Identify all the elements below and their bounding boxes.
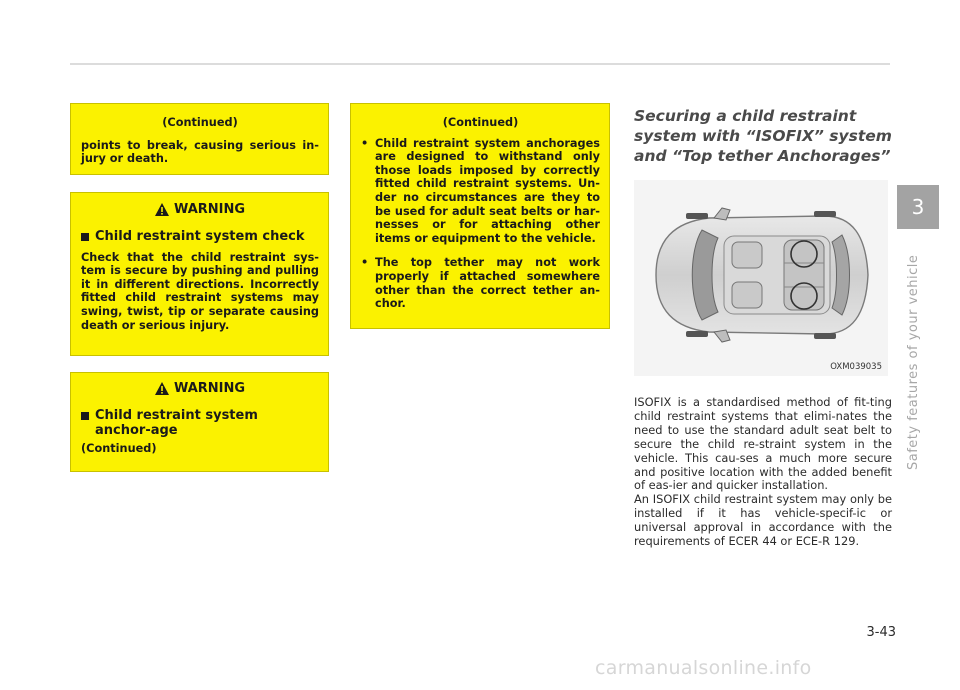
warning-text: points to break, causing serious in-jury or death.	[81, 138, 319, 166]
warning-box-restraint-check	[70, 192, 329, 356]
warning-box-anchorage	[70, 372, 329, 472]
continued-label: (Continued)	[442, 116, 519, 129]
subheading-text: Child restraint system check	[95, 228, 305, 244]
bullet-text: The top tether may not work properly if attached somewhere other than the correct tether an-chor.	[375, 256, 600, 311]
warning-subheading	[81, 408, 319, 438]
header-rule	[70, 63, 890, 65]
chapter-tab: 3	[897, 185, 939, 229]
paragraph: An ISOFIX child restraint system may only be installed if it has vehicle-specif-ic or universal approval in accordance with the requirements of ECER 44 or ECE-R 129.	[634, 492, 892, 549]
continued-label: (Continued)	[81, 441, 157, 455]
bullet-item	[361, 137, 600, 246]
chapter-title: Safety features of your vehicle	[906, 254, 921, 470]
subheading-text: Child restraint system anchor-age	[95, 407, 258, 438]
car-diagram-figure	[634, 180, 888, 376]
warning-triangle-icon	[155, 203, 169, 216]
warning-subheading	[81, 229, 319, 244]
section-title: Securing a child restraint system with “ISOFIX” system and “Top tether Anchorages”	[634, 107, 892, 165]
bullet-dot-icon: •	[361, 256, 369, 270]
warning-triangle-icon	[155, 382, 169, 395]
warning-label: WARNING	[173, 202, 246, 217]
warning-continued-box	[70, 103, 329, 175]
warning-label: WARNING	[173, 381, 246, 396]
page-number: 3-43	[866, 625, 896, 640]
warning-text: Check that the child restraint sys-tem is secure by pushing and pulling it in different directions. Incorrectly fitted child restraint systems may swing, twist, tip or separate causing death or serious injury.	[81, 250, 319, 332]
warning-heading	[81, 203, 319, 217]
watermark: carmanualsonline.info	[595, 657, 812, 679]
warning-heading	[81, 382, 319, 396]
bullet-dot-icon: •	[361, 136, 369, 150]
car-top-view-illustration	[634, 180, 888, 376]
square-bullet-icon	[81, 233, 89, 241]
paragraph: ISOFIX is a standardised method of fit-ting child restraint systems that elimi-nates the need to use the standard adult seat belt to secure the child re-straint system in the vehicle. This cau-ses a much more secure and positive location with the added benefit of eas-ier and quicker installation.	[634, 395, 892, 493]
warning-continued-box-bullets	[350, 103, 610, 329]
square-bullet-icon	[81, 412, 89, 420]
bullet-item	[361, 256, 600, 310]
continued-label: (Continued)	[162, 116, 238, 129]
bullet-text: Child restraint system anchorages are designed to withstand only those loads imposed by correctly fitted child restraint systems. Un-der no circumstances are they to be used for adult seat belts or har-nesses or for attaching other items or equipment to the vehicle.	[375, 136, 600, 245]
body-text	[634, 396, 892, 549]
figure-caption: OXM039035	[830, 362, 882, 372]
